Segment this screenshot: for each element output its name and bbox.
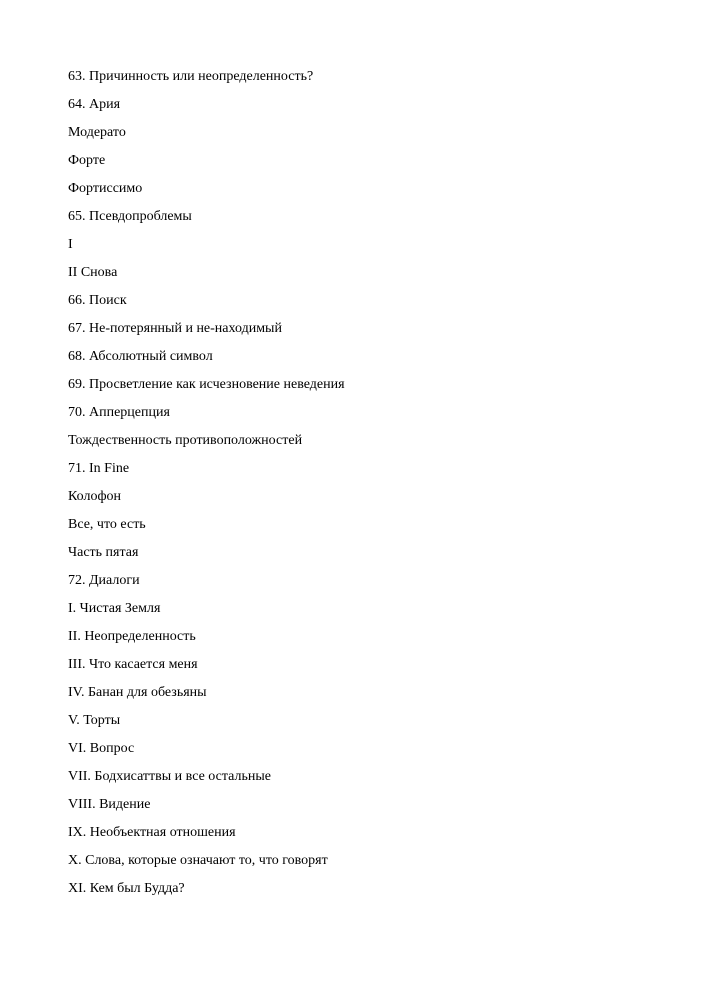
- toc-entry: VI. Вопрос: [68, 741, 135, 756]
- toc-entry: I: [68, 237, 73, 252]
- toc-entry: 69. Просветление как исчезновение неведения: [68, 377, 345, 392]
- toc-entry: 71. In Fine: [68, 461, 130, 476]
- toc-entry: Модерато: [68, 125, 126, 140]
- toc-entry: IV. Банан для обезьяны: [68, 685, 207, 700]
- toc-entry: III. Что касается меня: [68, 657, 198, 672]
- toc-entry: IX. Необъектная отношения: [68, 825, 236, 840]
- toc-entry: 63. Причинность или неопределенность?: [68, 69, 314, 84]
- toc-entry: VII. Бодхисаттвы и все остальные: [68, 769, 271, 784]
- table-of-contents: [68, 67, 345, 907]
- toc-entry: Колофон: [68, 489, 122, 504]
- toc-entry: II. Неопределенность: [68, 629, 196, 644]
- toc-entry: V. Торты: [68, 713, 121, 728]
- toc-entry: Форте: [68, 153, 106, 168]
- toc-entry: 70. Апперцепция: [68, 405, 170, 420]
- toc-entry: VIII. Видение: [68, 797, 151, 812]
- toc-entry: 66. Поиск: [68, 293, 127, 308]
- toc-entry: II Снова: [68, 265, 118, 280]
- toc-entry: Тождественность противоположностей: [68, 433, 303, 448]
- toc-entry: 68. Абсолютный символ: [68, 349, 213, 364]
- toc-entry: 64. Ария: [68, 97, 121, 112]
- toc-entry: 67. Не-потерянный и не-находимый: [68, 321, 282, 336]
- toc-entry: Фортиссимо: [68, 181, 143, 196]
- toc-entry: Все, что есть: [68, 517, 146, 532]
- toc-entry: 65. Псевдопроблемы: [68, 209, 192, 224]
- toc-entry: 72. Диалоги: [68, 573, 140, 588]
- toc-entry: Часть пятая: [68, 545, 139, 560]
- toc-entry: I. Чистая Земля: [68, 601, 161, 616]
- toc-entry: XI. Кем был Будда?: [68, 881, 185, 896]
- toc-entry: X. Слова, которые означают то, что говорят: [68, 853, 328, 868]
